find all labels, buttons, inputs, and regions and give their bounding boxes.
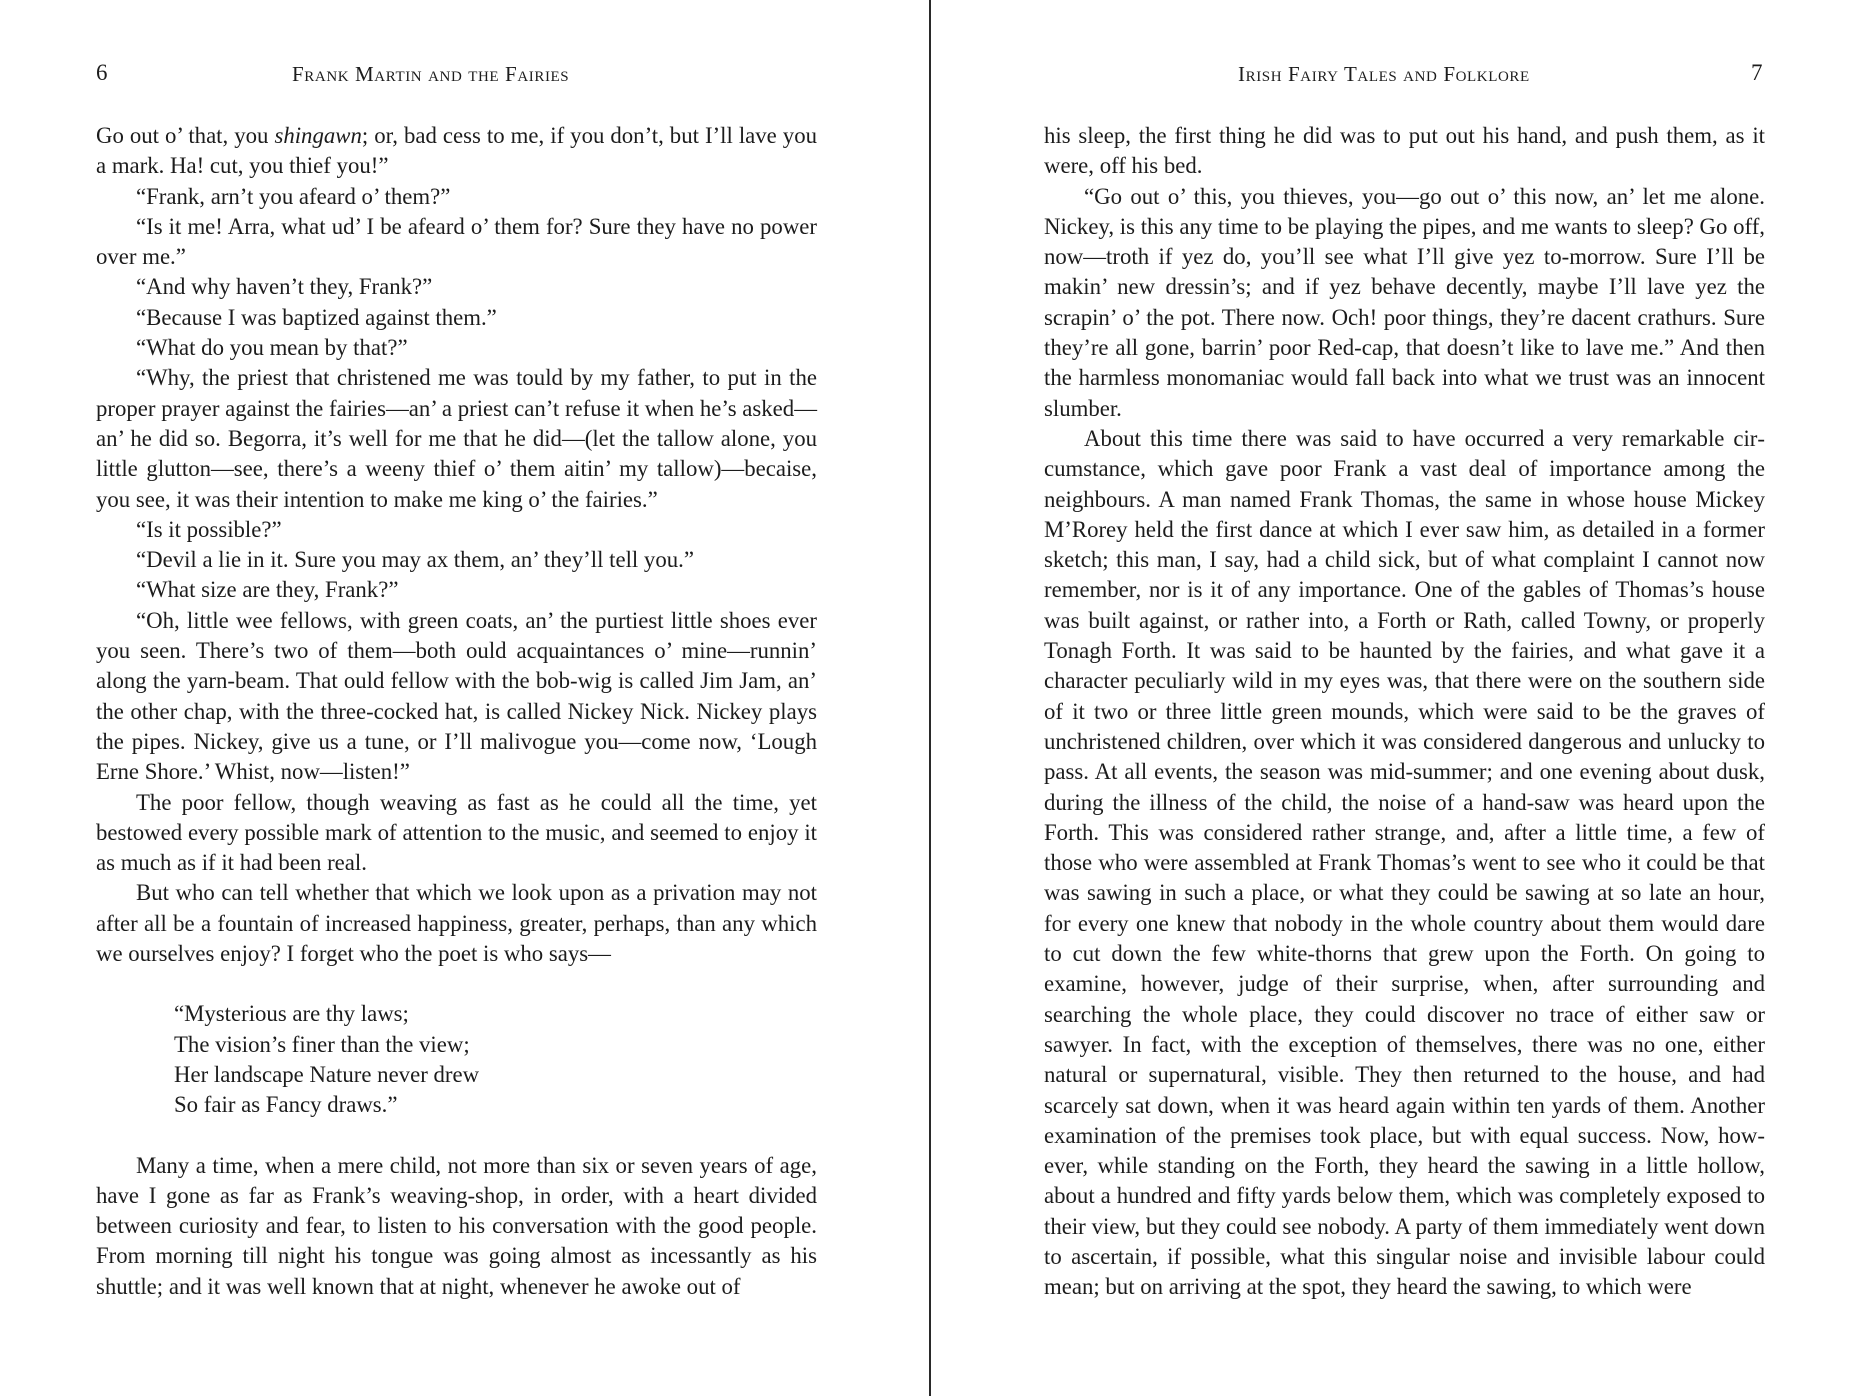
paragraph: “And why haven’t they, Frank?” (136, 274, 433, 300)
right-page (932, 0, 1862, 1396)
paragraph: his sleep, the first thing he did was to put out his hand, and push them, as it were, off his bed. (1044, 123, 1765, 179)
paragraph: The poor fellow, though weaving as fast as he could all the time, yet bestowed every possible mark of attention to the music, and seemed to enjoy it as much as if it had been real. (96, 789, 817, 876)
page-number: 7 (1751, 60, 1763, 85)
paragraph: “Devil a lie in it. Sure you may ax them, an’ they’ll tell you.” (136, 547, 694, 573)
verse-quotation (174, 999, 817, 1120)
paragraph: “Is it possible?” (136, 516, 282, 542)
body-text (1044, 121, 1765, 1303)
paragraph: “What size are they, Frank?” (136, 577, 399, 603)
emphasis: shingawn (274, 123, 362, 148)
paragraph: About this time there was said to have occurred a very remarkable circumstance, which gave poor Frank a vast deal of importance among the neighbours. A man named Frank Thomas, the same in whose house Mickey M’Rorey held the first dance at which I ever saw him, as detailed in a former sketch; this man, I say, had a child sick, but of what complaint I cannot now remember, nor is it of any importance. One of the gables of Thomas’s house was built against, or rather into, a Forth or Rath, called Towny, or properly Tonagh Forth. It was said to be haunted by the fairies, and what gave it a character peculiarly wild in my eyes was, that there were on the southern side of it two or three little green mounds, which were said to be the graves of unchristened children, over which it was considered dangerous and unlucky to pass. At all events, the season was mid-summer; and one evening about dusk, during the illness of the child, the noise of a hand-saw was heard upon the Forth. This was considered rather strange, and, after a little time, a few of those who were assembled at Frank Thomas’s went to see who it could be that was sawing in such a place, or what they could be sawing at so late an hour, for every one knew that nobody in the whole country about them would dare to cut down the few white-thorns that grew upon the Forth. On going to examine, however, judge of their surprise, when, after surrounding and searching the whole place, they could discover no trace of either saw or sawyer. In fact, with the exception of themselves, there was no one, either natural or supernatural, visible. They then returned to the house, and had scarcely sat down, when it was heard again within ten yards of them. Another examination of the premises took place, but with equal success. Now, however, while standing on the Forth, they heard the sawing in a little hollow, about a hundred and fifty yards below them, which was completely exposed to their view, but they could see nobody. A party of them immediately went down to ascertain, if possible, what this singular noise and invisible labour could mean; but on arriving at the spot, they heard the sawing, to which were (1044, 425, 1765, 1300)
running-head: Frank Martin and the Fairies (292, 62, 570, 86)
paragraph: “Because I was baptized against them.” (136, 304, 497, 330)
verse-line: Her landscape Nature never drew (174, 1061, 480, 1087)
running-head: Irish Fairy Tales and Folklore (1238, 62, 1530, 86)
paragraph: “What do you mean by that?” (136, 335, 408, 361)
page-gutter-divider (929, 0, 931, 1396)
left-page (0, 0, 930, 1396)
body-text (96, 121, 817, 1302)
paragraph: Go out o’ that, you shingawn; or, bad cess to me, if you don’t, but I’ll lave you a mark. Ha! cut, you thief you!” (96, 123, 817, 179)
paragraph: Many a time, when a mere child, not more than six or seven years of age, have I gone as far as Frank’s weaving-shop, in order, with a heart divided between curiosity and fear, to listen to his conversation with the good people. From morning till night his tongue was going almost as incessantly as his shuttle; and it was well known that at night, whenever he awoke out of (96, 1152, 817, 1299)
verse-line: “Mysterious are thy laws; (174, 1001, 409, 1027)
page-number: 6 (96, 60, 108, 85)
paragraph: “Oh, little wee fellows, with green coats, an’ the purtiest little shoes ever you seen. There’s two of them—both ould acquaintances o’ mine—runnin’ along the yarn-beam. That ould fellow with the bob-wig is called Jim Jam, an’ the other chap, with the three-cocked hat, is called Nickey Nick. Nickey plays the pipes. Nickey, give us a tune, or I’ll malivogue you—come now, ‘Lough Erne Shore.’ Whist, now—listen!” (96, 607, 817, 785)
paragraph: “Why, the priest that christened me was tould by my father, to put in the proper prayer against the fairies—an’ a priest can’t refuse it when he’s asked—an’ he did so. Begorra, it’s well for me that he did—(let the tallow alone, you little glutton—see, there’s a weeny thief o’ them aitin’ my tallow)—becaise, you see, it was their intention to make me king o’ the fairies.” (96, 365, 817, 512)
paragraph: “Go out o’ this, you thieves, you—go out o’ this now, an’ let me alone. Nickey, is this any time to be playing the pipes, and me wants to sleep? Go off, now—troth if yez do, you’ll see what I’ll give yez to-morrow. Sure I’ll be makin’ new dressin’s; and if yez behave decently, maybe I’ll lave yez the scrapin’ o’ the pot. There now. Och! poor things, they’re dacent crathurs. Sure they’re all gone, barrin’ poor Red-cap, that doesn’t like to lave me.” And then the harmless monomaniac would fall back into what we trust was an innocent slumber. (1044, 183, 1765, 421)
verse-line: The vision’s finer than the view; (174, 1031, 470, 1057)
paragraph: “Is it me! Arra, what ud’ I be afeard o’ them for? Sure they have no power over me.” (96, 213, 817, 270)
paragraph: But who can tell whether that which we look upon as a privation may not after all be a fountain of increased happiness, greater, perhaps, than any which we ourselves enjoy? I forget who the poet is who says— (96, 880, 817, 967)
verse-line: So fair as Fancy draws.” (174, 1092, 398, 1118)
paragraph: “Frank, arn’t you afeard o’ them?” (136, 183, 451, 209)
